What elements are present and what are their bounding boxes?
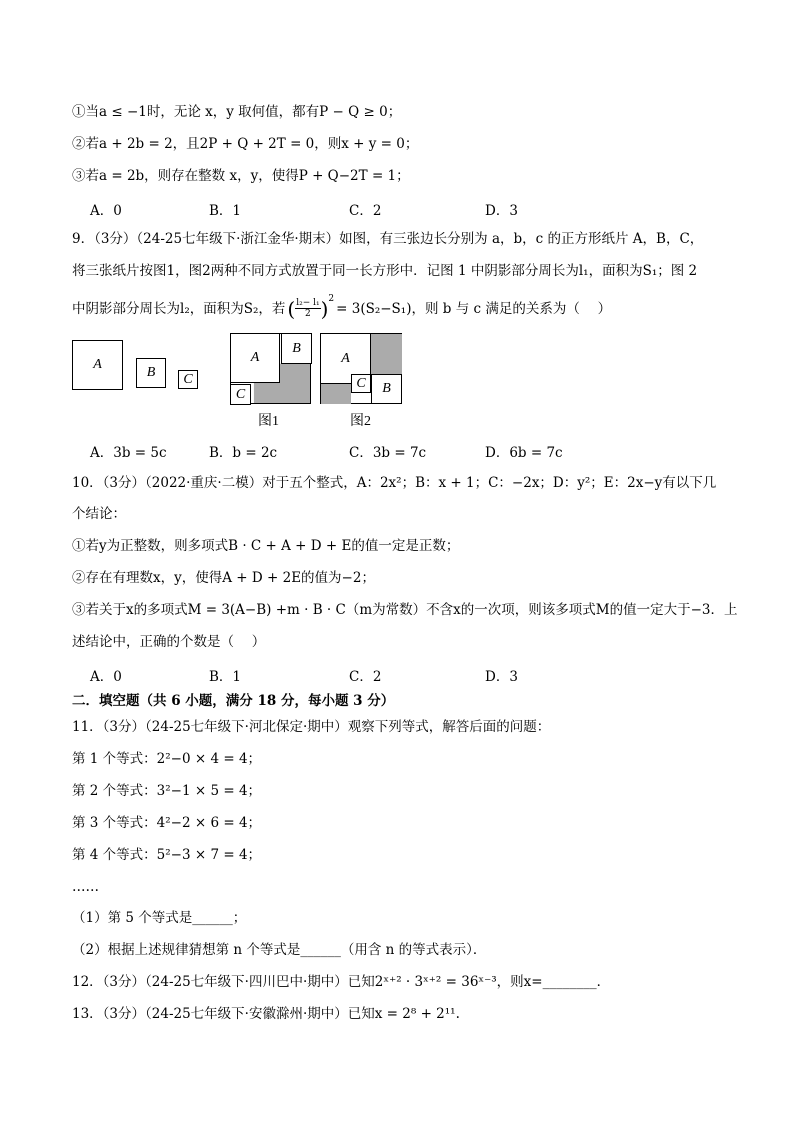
figure-2-caption: 图2 [350,414,371,429]
q8-option-d: D．3 [485,203,518,219]
figure-1 [230,333,311,404]
q9-option-b: B．b = 2c [209,445,278,461]
q11-equation-2: 第 2 个等式：3²−1 × 5 = 4； [72,783,262,799]
q11-line-1: 11．（3分）（24-25七年级下·河北保定·期中）观察下列等式，解答后面的问题： [72,719,551,735]
q9-line-3 [72,293,612,321]
q11-part-2: （2）根据上述规律猜想第 n 个等式是______（用含 n 的等式表示）． [72,942,487,958]
q8-statement-1: ①当a ≤ −1时，无论 x，y 取何值，都有P − Q ≥ 0； [72,104,402,120]
fig1-square-c: C [230,384,251,405]
q11-equation-1: 第 1 个等式：2²−0 × 4 = 4； [72,751,262,767]
q8-statement-2: ②若a + 2b = 2，且2P + Q + 2T = 0，则x + y = 0； [72,136,419,152]
fig1-square-a: A [230,333,280,383]
q10-option-c: C．2 [349,669,382,685]
q9-option-c: C．3b = 7c [349,445,427,461]
q9-fraction-denominator: 2 [305,309,311,319]
fig2-square-b: B [371,374,402,404]
q10-statement-3: ③若关于x的多项式M = 3(A−B) +m · B · C（m为常数）不含x的一次项，则该多项式M的值一定大于−3．上 [72,602,738,618]
q8-option-a: A．0 [90,203,122,219]
fig2-shaded-strip [321,384,351,404]
q8-statement-3: ③若a = 2b，则存在整数 x，y，使得P + Q−2T = 1； [72,168,410,184]
q12-line: 12．（3分）（24-25七年级下·四川巴中·期中）已知2ˣ⁺² · 3ˣ⁺² = 36ˣ⁻³，则x=________． [72,974,611,990]
q9-line-3-start: 中阴影部分周长为l₂，面积为S₂，若 [72,300,286,317]
fig2-shaded-region [371,334,402,375]
q9-fraction: ( $\frac{\text{l₂− l₁}}{2}$ ) 2 [287,293,335,321]
q11-ellipsis: …… [72,879,99,895]
q10-line-2: 个结论： [72,506,126,522]
q9-option-d: D．6b = 7c [485,445,563,461]
q9-line-2: 将三张纸片按图1，图2两种不同方式放置于同一长方形中．记图 1 中阴影部分周长为l₁，面积为S₁；图 2 [72,263,698,279]
q10-statement-2: ②存在有理数x，y，使得A + D + 2E的值为−2； [72,570,375,586]
figure-1-caption: 图1 [258,414,279,429]
q11-equation-3: 第 3 个等式：4²−2 × 6 = 4； [72,815,262,831]
q9-option-a: A．3b = 5c [90,445,167,461]
fig2-square-c: C [351,374,371,393]
q10-statement-1: ①若y为正整数，则多项式B · C + A + D + E的值一定是正数； [72,538,460,554]
square-c: C [178,370,198,389]
q10-statement-4: 述结论中，正确的个数是（ ） [72,634,266,650]
q10-option-a: A．0 [90,669,122,685]
q8-option-b: B．1 [209,203,242,219]
q13-line: 13．（3分）（24-25七年级下·安徽滁州·期中）已知x = 2⁸ + 2¹¹. [72,1006,460,1022]
q9-fraction-numerator: l₂− l₁ [296,298,320,308]
fig1-square-b: B [281,333,312,364]
q11-part-1: （1）第 5 个等式是______； [72,910,247,926]
q10-option-d: D．3 [485,669,518,685]
q8-option-c: C．2 [349,203,382,219]
square-a: A [72,340,123,390]
q9-line-3-end: = 3(S₂−S₁)，则 b 与 c 满足的关系为（ ） [336,300,612,317]
section-2-heading: 二．填空题（共 6 小题，满分 18 分，每小题 3 分） [72,693,395,709]
figure-2 [320,333,402,404]
q9-line-1: 9．（3分）（24-25七年级下·浙江金华·期末）如图，有三张边长分别为 a，b，c 的正方形纸片 A，B，C， [72,231,704,247]
fig2-square-a: A [320,333,371,384]
q10-line-1: 10．（3分）（2022·重庆·二模）对于五个整式，A：2x²；B：x + 1；C：−2x；D：y²；E：2x−y有以下几 [72,475,717,491]
square-b: B [136,358,166,388]
q10-option-b: B．1 [209,669,242,685]
q11-equation-4: 第 4 个等式：5²−3 × 7 = 4； [72,847,262,863]
